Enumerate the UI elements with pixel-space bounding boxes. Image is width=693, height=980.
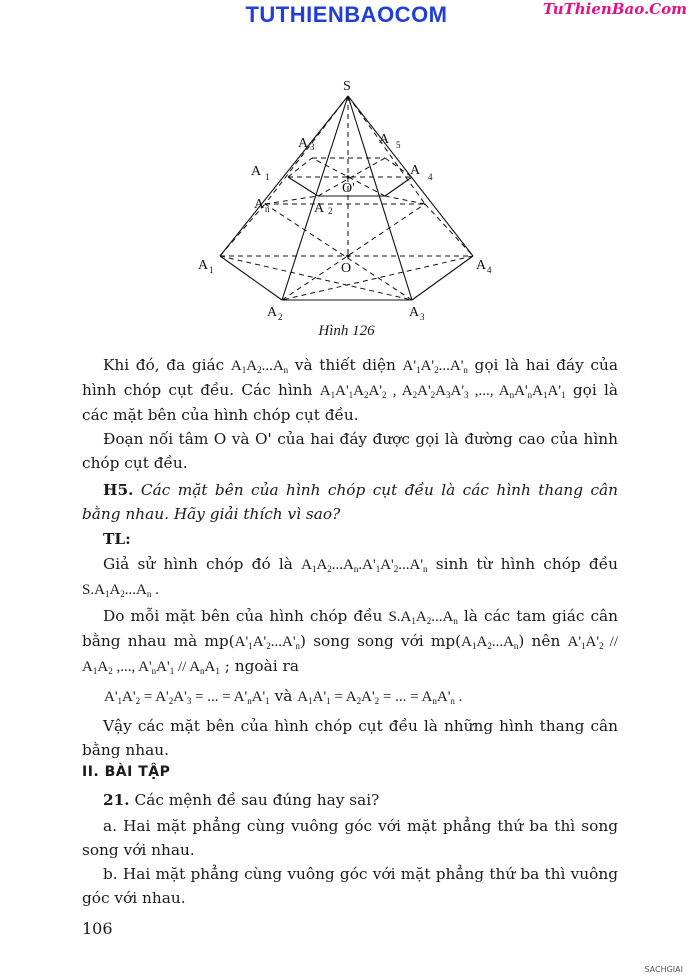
section-heading: II. BÀI TẬP (82, 764, 171, 780)
svg-text:3: 3 (420, 312, 425, 322)
page-number: 106 (82, 919, 113, 938)
svg-text:2: 2 (328, 206, 333, 216)
pyramid-diagram (190, 76, 510, 326)
footer-logo: SACHGIAI (644, 965, 683, 974)
label-A3p: A (298, 136, 309, 151)
label-A1p: A (251, 164, 262, 179)
label-O: O (341, 261, 352, 276)
svg-text:2: 2 (278, 312, 283, 322)
svg-text:3: 3 (310, 142, 315, 152)
svg-text:n: n (265, 204, 270, 214)
label-An: A (254, 197, 265, 212)
paragraph-proof: Do mỗi mặt bên của hình chóp đều $S.A_1A_2...A_n$ là các tam giác cân bằng nhau mà $mp(A'_1A'_2...A'_n)$ song song với $mp(A_1A_2...A_n)$ nên $A'_1A'_2 // A_1A_2$ ,..., $A'_nA'_1 // A_nA_1$ ; ngoài ra (82, 607, 618, 676)
label-A4p: A (410, 163, 421, 178)
question-h5: H5. Các mặt bên của hình chóp cụt đều là các hình thang cân bằng nhau. Hãy giải thích vì sao? (82, 481, 618, 523)
label-A2p: A (314, 201, 325, 216)
svg-text:1: 1 (209, 265, 214, 275)
paragraph-assume: Giả sử hình chóp đó là $A_1A_2...A_n.A'_1A'_2...A'_n$ sinh từ hình chóp đều $S.A_1A_2...A_n$ . (82, 555, 618, 599)
paragraph-bases: Khi đó, đa giác $A_1A_2...A_n$ và thiết diện $A'_1A'_2...A'_n$ gọi là hai đáy của hình chóp cụt đều. Các hình $A_1A'_1A_2A'_2$ , $A_2A'_2A_3A'_3$ ,..., $A_nA'_nA_1A'_1$ gọi là các mặt bên của hình chóp cụt đều. (82, 356, 618, 424)
equation-line: $A'_1A'_2 = A'_2A'_3$ = ... = $A'_nA'_1$ và $A_1A'_1 = A_2A'_2$ = ... = $A_nA'_n$ . (104, 687, 463, 706)
svg-text:5: 5 (396, 140, 401, 150)
question-21: 21. Các mệnh đề sau đúng hay sai? (103, 791, 380, 809)
figure-caption: Hình 126 (318, 323, 375, 339)
paragraph-height: Đoạn nối tâm O và O' của hai đáy được gọi là đường cao của hình chóp cụt đều. (82, 430, 618, 472)
label-A1: A (198, 258, 209, 273)
pyramid-figure (190, 76, 510, 326)
site-logo: TuThienBao.Com (542, 0, 687, 18)
paragraph-conclusion: Vậy các mặt bên của hình chóp cụt đều là những hình thang cân bằng nhau. (82, 717, 618, 759)
label-A5p: A (379, 132, 390, 147)
svg-text:1: 1 (265, 172, 270, 182)
svg-text:4: 4 (487, 265, 492, 275)
label-Oprime: O' (342, 181, 355, 196)
question-21b: b. Hai mặt phẳng cùng vuông góc với mặt phẳng thứ ba thì vuông góc với nhau. (82, 865, 618, 907)
site-title: TUTHIENBAOCOM (245, 2, 448, 27)
label-S: S (343, 79, 351, 94)
svg-text:4: 4 (428, 172, 433, 182)
label-A2: A (267, 305, 278, 320)
answer-label: TL: (103, 530, 131, 548)
label-A3: A (409, 305, 420, 320)
question-21a: a. Hai mặt phẳng cùng vuông góc với mặt phẳng thứ ba thì song song với nhau. (82, 817, 618, 859)
label-A4: A (476, 258, 487, 273)
